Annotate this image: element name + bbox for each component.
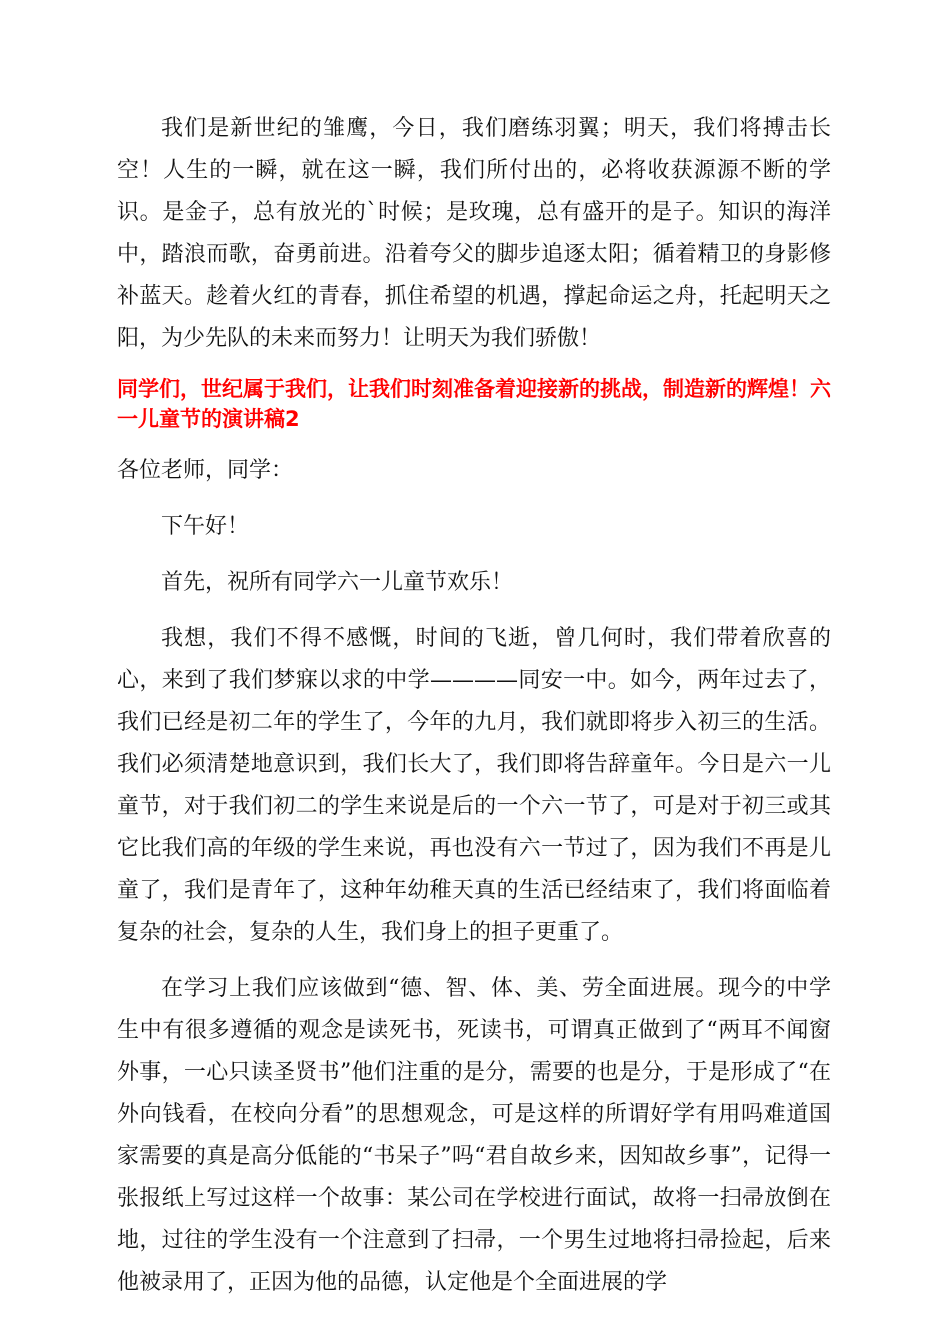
wish-paragraph: 首先，祝所有同学六一儿童节欢乐！ (161, 570, 514, 595)
salutation: 各位老师，同学： (117, 458, 294, 483)
paragraph-3: 在学习上我们应该做到“德、智、体、美、劳全面进展。现今的中学生中有很多遵循的观念是读死书，死读书，可谓真正做到了“两耳不闻窗外事，一心只读圣贤书”他们注重的是分，需要的也是分，于是形成了“在外向钱看，在校向分看”的思想观念，可是这样的所谓好学有用吗难道国家需要的真是高分低能的“书呆子”吗“君自故乡来，因知故乡事”，记得一张报纸上写过这样一个故事：某公司在学校进行面试，故将一扫帚放倒在地，过往的学生没有一个注意到了扫帚，一个男生过地将扫帚捡起，后来他被录用了，正因为他的品德，认定他是个全面进展的学 (117, 976, 831, 1295)
greeting: 下午好！ (161, 514, 250, 539)
section-heading: 同学们，世纪属于我们，让我们时刻准备着迎接新的挑战，制造新的辉煌！六一儿童节的演讲稿2 (117, 377, 831, 431)
paragraph-1: 我们是新世纪的雏鹰，今日，我们磨练羽翼；明天，我们将搏击长空！人生的一瞬，就在这一瞬，我们所付出的，必将收获源源不断的学识。是金子，总有放光的`时候；是玫瑰，总有盛开的是子。知识的海洋中，踏浪而歌，奋勇前进。沿着夸父的脚步追逐太阳；循着精卫的身影修补蓝天。趁着火红的青春，抓住希望的机遇，撑起命运之舟，托起明天之阳，为少先队的未来而努力！让明天为我们骄傲！ (117, 116, 831, 351)
paragraph-2: 我想，我们不得不感慨，时间的飞逝，曾几何时，我们带着欣喜的心，来到了我们梦寐以求的中学————同安一中。如今，两年过去了，我们已经是初二年的学生了，今年的九月，我们就即将步入初三的生活。我们必须清楚地意识到，我们长大了，我们即将告辞童年。今日是六一儿童节，对于我们初二的学生来说是后的一个六一节了，可是对于初三或其它比我们高的年级的学生来说，再也没有六一节过了，因为我们不再是儿童了，我们是青年了，这种年幼稚天真的生活已经结束了，我们将面临着复杂的社会，复杂的人生，我们身上的担子更重了。 (117, 626, 831, 945)
document-page (117, 108, 831, 1318)
